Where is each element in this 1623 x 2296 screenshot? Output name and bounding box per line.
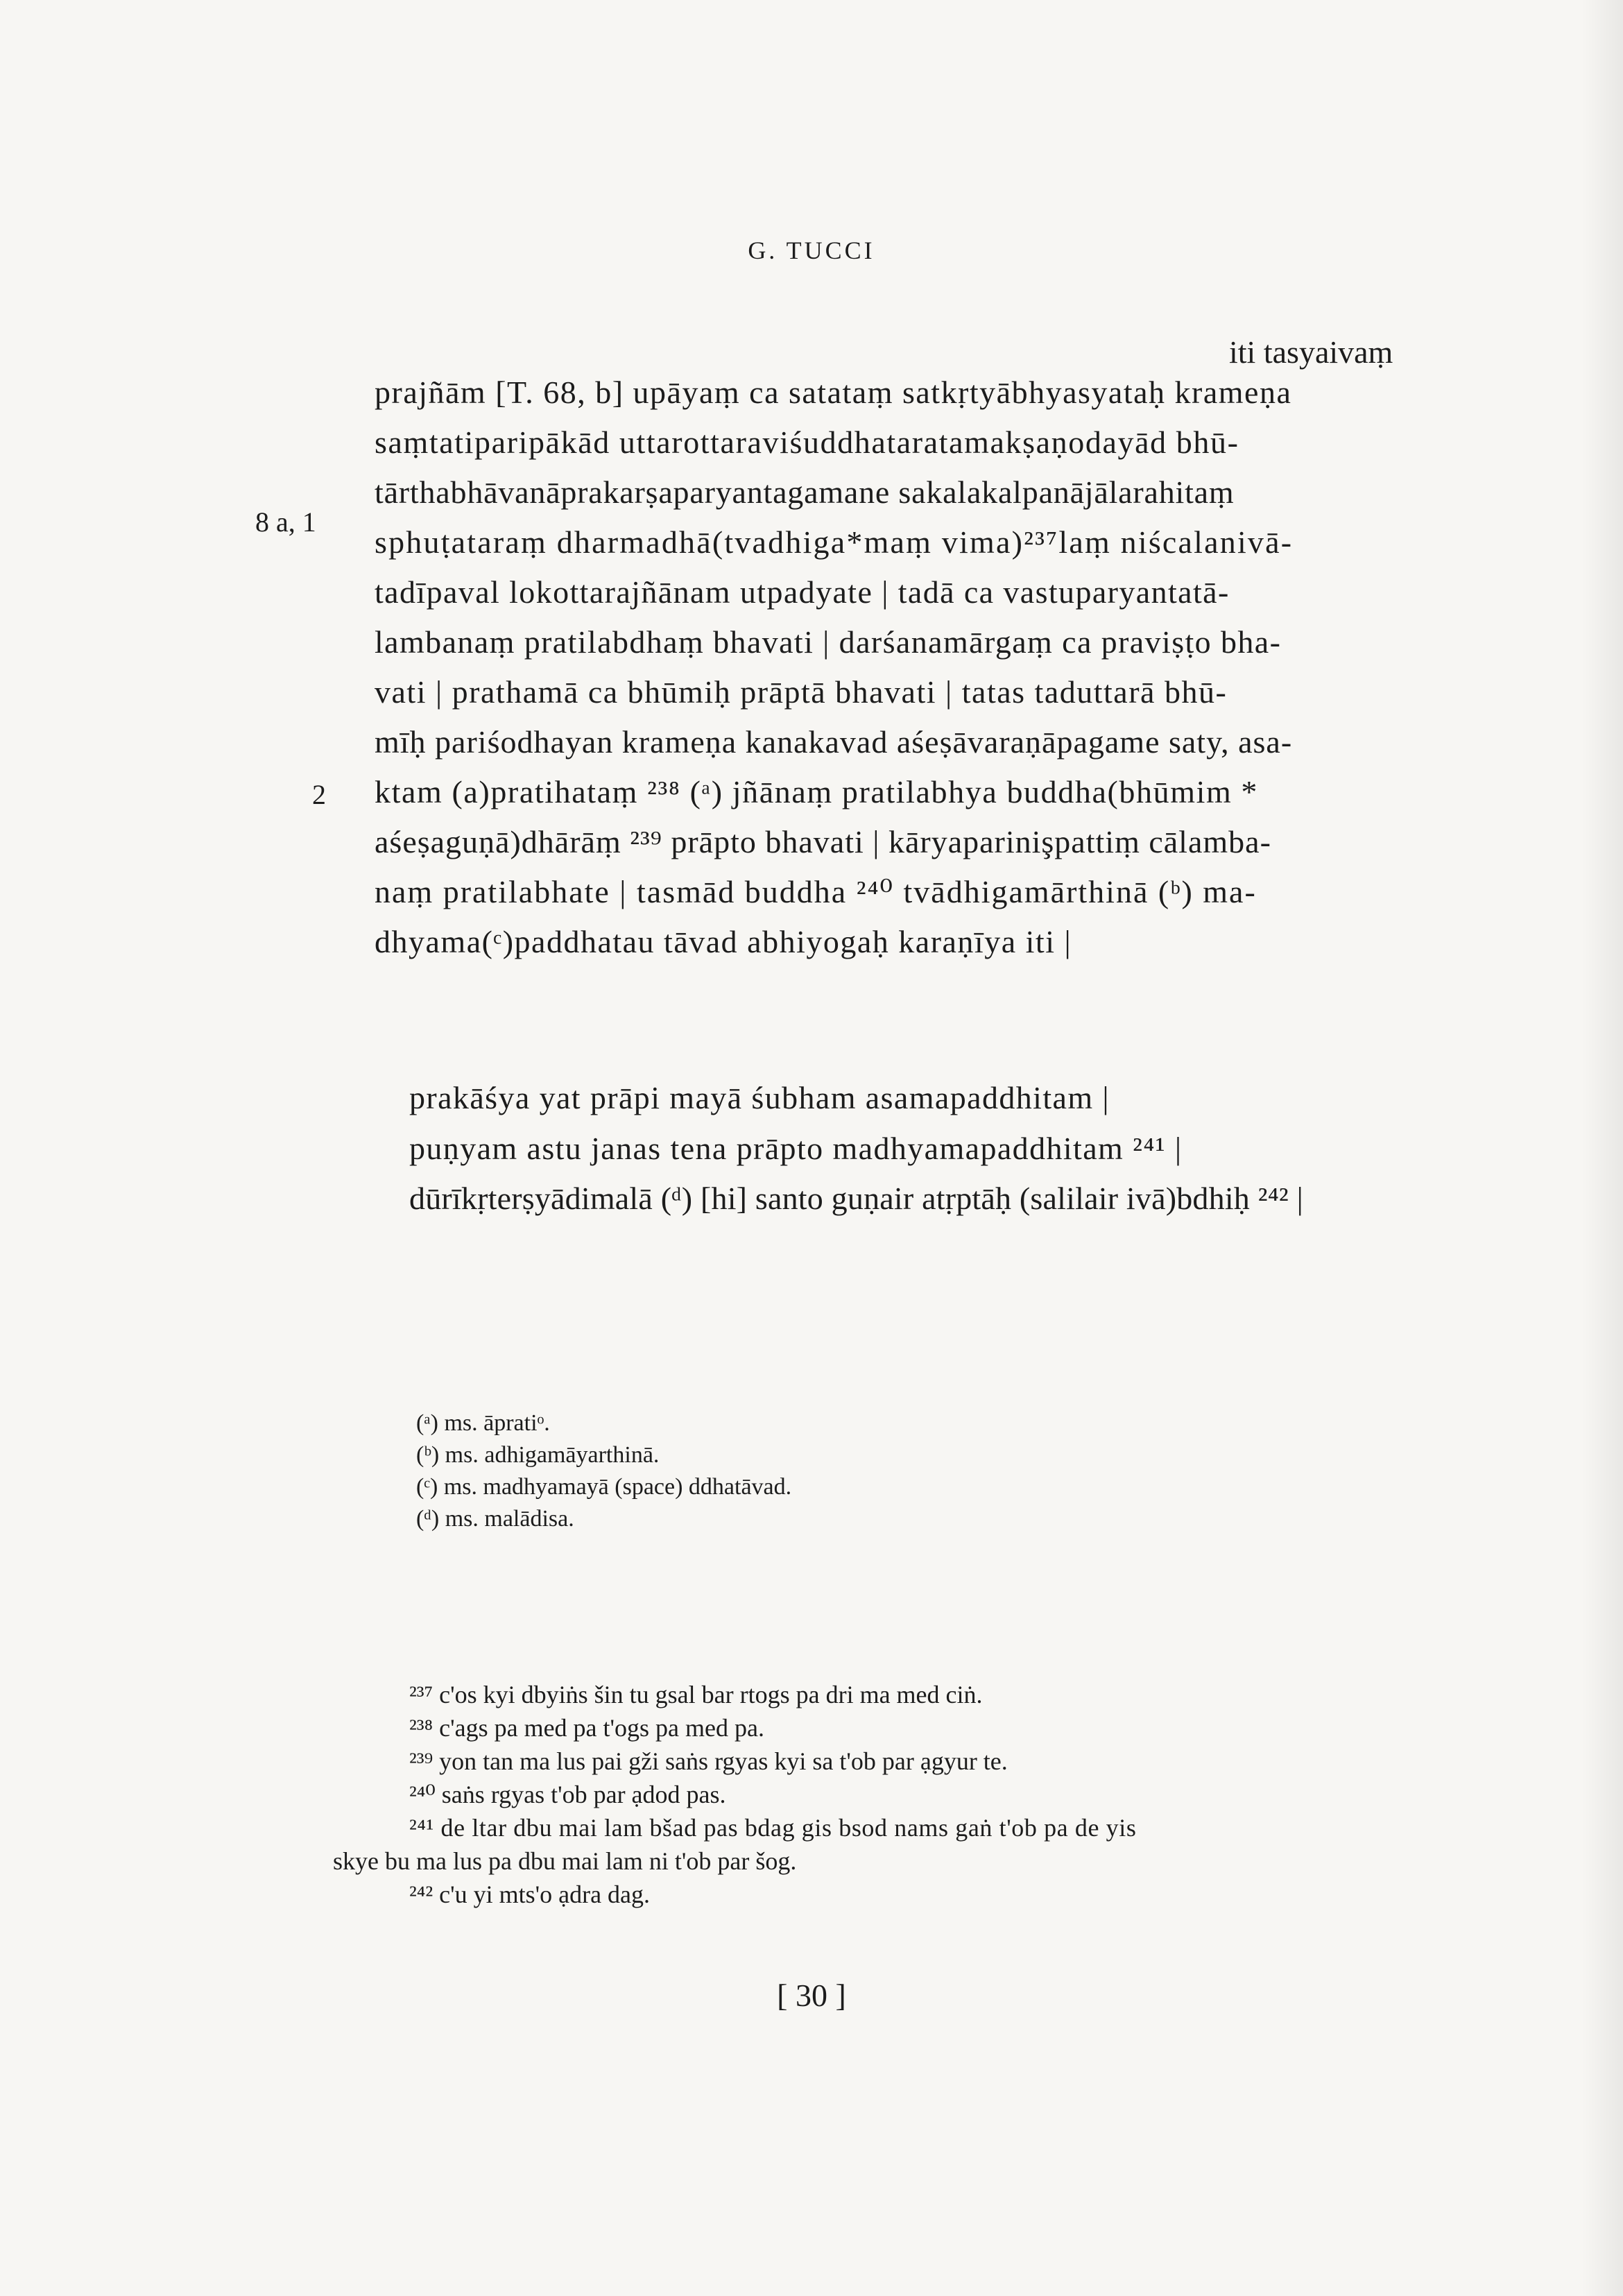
running-header: G. TUCCI xyxy=(748,237,875,264)
footnote: (ᶜ) ms. madhyamayā (space) ddhatāvad. xyxy=(416,1474,792,1500)
text-line: lambanaṃ pratilabdhaṃ bhavati | darśanamārgaṃ ca praviṣṭo bha- xyxy=(375,624,1282,660)
page-number: [ 30 ] xyxy=(777,1978,846,2013)
scan-edge-shadow xyxy=(1581,0,1623,2296)
tibetan-note: ²³⁹ yon tan ma lus pai gži saṅs rgyas kyi sa t'ob par ạgyur te. xyxy=(409,1747,1008,1775)
text-line: prajñām [T. 68, b] upāyaṃ ca satataṃ satkṛtyābhyasyataḥ krameṇa xyxy=(375,375,1292,410)
text-line: dhyama(ᶜ)paddhatau tāvad abhiyogaḥ karaṇīya iti | xyxy=(375,924,1072,959)
tibetan-note: ²⁴⁰ saṅs rgyas t'ob par ạdod pas. xyxy=(409,1781,726,1808)
tibetan-note: ²⁴¹ de ltar dbu mai lam bšad pas bdag gis bsod nams gaṅ t'ob pa de yis xyxy=(409,1814,1137,1842)
text-line: mīḥ pariśodhayan krameṇa kanakavad aśeṣāvaraṇāpagame saty, asa- xyxy=(375,724,1293,760)
text-line: aśeṣaguṇā)dhārāṃ ²³⁹ prāpto bhavati | kāryaparinişpattiṃ cālamba- xyxy=(375,824,1271,859)
verse-line: dūrīkṛterṣyādimalā (ᵈ) [hi] santo guṇair atṛptāḥ (salilair ivā)bdhiḥ ²⁴² | xyxy=(409,1181,1304,1216)
tibetan-note: ²⁴² c'u yi mts'o ạdra dag. xyxy=(409,1881,651,1908)
text-line: sphuṭataraṃ dharmadhā(tvadhiga*maṃ vima)²³⁷laṃ niścalanivā- xyxy=(375,524,1294,560)
tibetan-note: ²³⁸ c'ags pa med pa t'ogs pa med pa. xyxy=(409,1714,764,1742)
text-line: vati | prathamā ca bhūmiḥ prāptā bhavati | tatas taduttarā bhū- xyxy=(375,674,1228,710)
text-line: saṃtatiparipākād uttarottaraviśuddhataratamakṣaṇodayād bhū- xyxy=(375,425,1239,460)
margin-note: 2 xyxy=(312,779,326,810)
tibetan-note: skye bu ma lus pa dbu mai lam ni t'ob par šog. xyxy=(333,1847,797,1875)
text-line: tadīpaval lokottarajñānam utpadyate | tadā ca vastuparyantatā- xyxy=(375,574,1230,610)
text-line: iti tasyaivaṃ xyxy=(1229,334,1393,370)
verse-line: puṇyam astu janas tena prāpto madhyamapaddhitam ²⁴¹ | xyxy=(409,1131,1183,1166)
footnote: (ᵈ) ms. malādisa. xyxy=(416,1506,574,1532)
footnote: (ᵇ) ms. adhigamāyarthinā. xyxy=(416,1442,660,1468)
margin-note: 8 a, 1 xyxy=(255,506,316,538)
text-line: naṃ pratilabhate | tasmād buddha ²⁴⁰ tvādhigamārthinā (ᵇ) ma- xyxy=(375,874,1257,909)
text-line: tārthabhāvanāprakarṣaparyantagamane sakalakalpanājālarahitaṃ xyxy=(375,474,1235,510)
footnote: (ᵃ) ms. āpratiᵒ. xyxy=(416,1410,550,1436)
tibetan-note: ²³⁷ c'os kyi dbyiṅs šin tu gsal bar rtogs pa dri ma med ciṅ. xyxy=(409,1681,983,1708)
text-line: ktam (a)pratihataṃ ²³⁸ (ᵃ) jñānaṃ pratilabhya buddha(bhūmim * xyxy=(375,774,1259,809)
verse-line: prakāśya yat prāpi mayā śubham asamapaddhitam | xyxy=(409,1080,1110,1115)
